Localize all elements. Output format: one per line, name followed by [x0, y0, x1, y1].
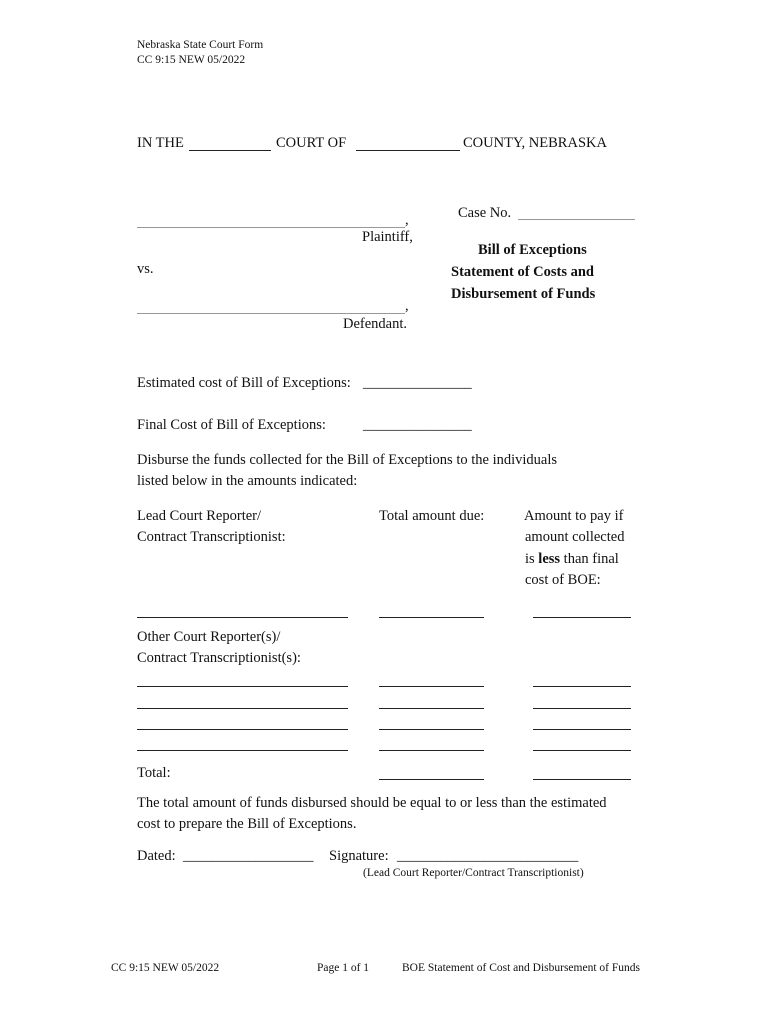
- title-line-2: Statement of Costs and: [451, 264, 594, 280]
- lead-amount-to-pay-blank[interactable]: [533, 617, 631, 618]
- defendant-name-blank[interactable]: [137, 313, 405, 314]
- court-in-the: IN THE: [137, 135, 184, 151]
- other-reporter-name-blank[interactable]: [137, 686, 348, 687]
- other-amount-to-pay-blank[interactable]: [533, 729, 631, 730]
- other-reporter-name-blank[interactable]: [137, 750, 348, 751]
- other-amount-to-pay-blank[interactable]: [533, 708, 631, 709]
- other-total-due-blank[interactable]: [379, 729, 484, 730]
- signer-caption: (Lead Court Reporter/Contract Transcriptionist): [363, 867, 584, 879]
- instructions-line-1: Disburse the funds collected for the Bill of Exceptions to the individuals: [137, 452, 558, 468]
- other-reporters-heading-2: Contract Transcriptionist(s):: [137, 650, 301, 666]
- case-no-label: Case No.: [458, 205, 512, 221]
- versus-label: vs.: [137, 261, 154, 277]
- other-total-due-blank[interactable]: [379, 708, 484, 709]
- note-line-1: The total amount of funds disbursed should be equal to or less than the estimated: [137, 795, 607, 811]
- total-amount-to-pay-blank[interactable]: [533, 779, 631, 780]
- amount-to-pay-heading-3: is less than final: [525, 551, 619, 567]
- estimated-cost-blank[interactable]: _______________: [363, 375, 472, 391]
- plaintiff-label: Plaintiff,: [362, 229, 413, 245]
- amount-to-pay-heading-2: amount collected: [525, 529, 625, 545]
- amount-to-pay-heading-4: cost of BOE:: [525, 572, 601, 588]
- note-line-2: cost to prepare the Bill of Exceptions.: [137, 816, 357, 832]
- plaintiff-comma: ,: [405, 212, 409, 228]
- other-reporter-name-blank[interactable]: [137, 729, 348, 730]
- county-nebraska: COUNTY, NEBRASKA: [463, 135, 607, 151]
- plaintiff-name-blank[interactable]: [137, 227, 405, 228]
- defendant-comma: ,: [405, 298, 409, 314]
- final-cost-label: Final Cost of Bill of Exceptions:: [137, 417, 326, 433]
- amount-to-pay-heading-1: Amount to pay if: [524, 508, 624, 524]
- footer-form-code: CC 9:15 NEW 05/2022: [111, 962, 220, 974]
- other-reporters-heading-1: Other Court Reporter(s)/: [137, 629, 281, 645]
- form-name: Nebraska State Court Form: [137, 39, 264, 51]
- county-name-blank[interactable]: [356, 150, 460, 151]
- case-no-blank[interactable]: [518, 219, 635, 220]
- title-line-3: Disbursement of Funds: [451, 286, 596, 302]
- court-name-blank[interactable]: [189, 150, 271, 151]
- dated-blank[interactable]: __________________: [183, 848, 314, 864]
- dated-label: Dated:: [137, 848, 176, 864]
- other-amount-to-pay-blank[interactable]: [533, 686, 631, 687]
- lead-total-due-blank[interactable]: [379, 617, 484, 618]
- total-amount-due-heading: Total amount due:: [379, 508, 485, 524]
- total-due-blank[interactable]: [379, 779, 484, 780]
- instructions-line-2: listed below in the amounts indicated:: [137, 473, 358, 489]
- footer-doc-title: BOE Statement of Cost and Disbursement of Funds: [402, 962, 640, 974]
- defendant-label: Defendant.: [343, 316, 408, 332]
- final-cost-blank[interactable]: _______________: [363, 417, 472, 433]
- other-reporter-name-blank[interactable]: [137, 708, 348, 709]
- other-total-due-blank[interactable]: [379, 686, 484, 687]
- estimated-cost-label: Estimated cost of Bill of Exceptions:: [137, 375, 351, 391]
- lead-reporter-name-blank[interactable]: [137, 617, 348, 618]
- title-line-1: Bill of Exceptions: [478, 242, 587, 258]
- court-of: COURT OF: [276, 135, 347, 151]
- signature-label: Signature:: [329, 848, 389, 864]
- footer-page-number: Page 1 of 1: [317, 962, 370, 974]
- total-label: Total:: [137, 765, 171, 781]
- other-total-due-blank[interactable]: [379, 750, 484, 751]
- lead-reporter-heading-1: Lead Court Reporter/: [137, 508, 262, 524]
- other-amount-to-pay-blank[interactable]: [533, 750, 631, 751]
- signature-blank[interactable]: _________________________: [397, 848, 579, 864]
- form-code: CC 9:15 NEW 05/2022: [137, 54, 246, 66]
- lead-reporter-heading-2: Contract Transcriptionist:: [137, 529, 286, 545]
